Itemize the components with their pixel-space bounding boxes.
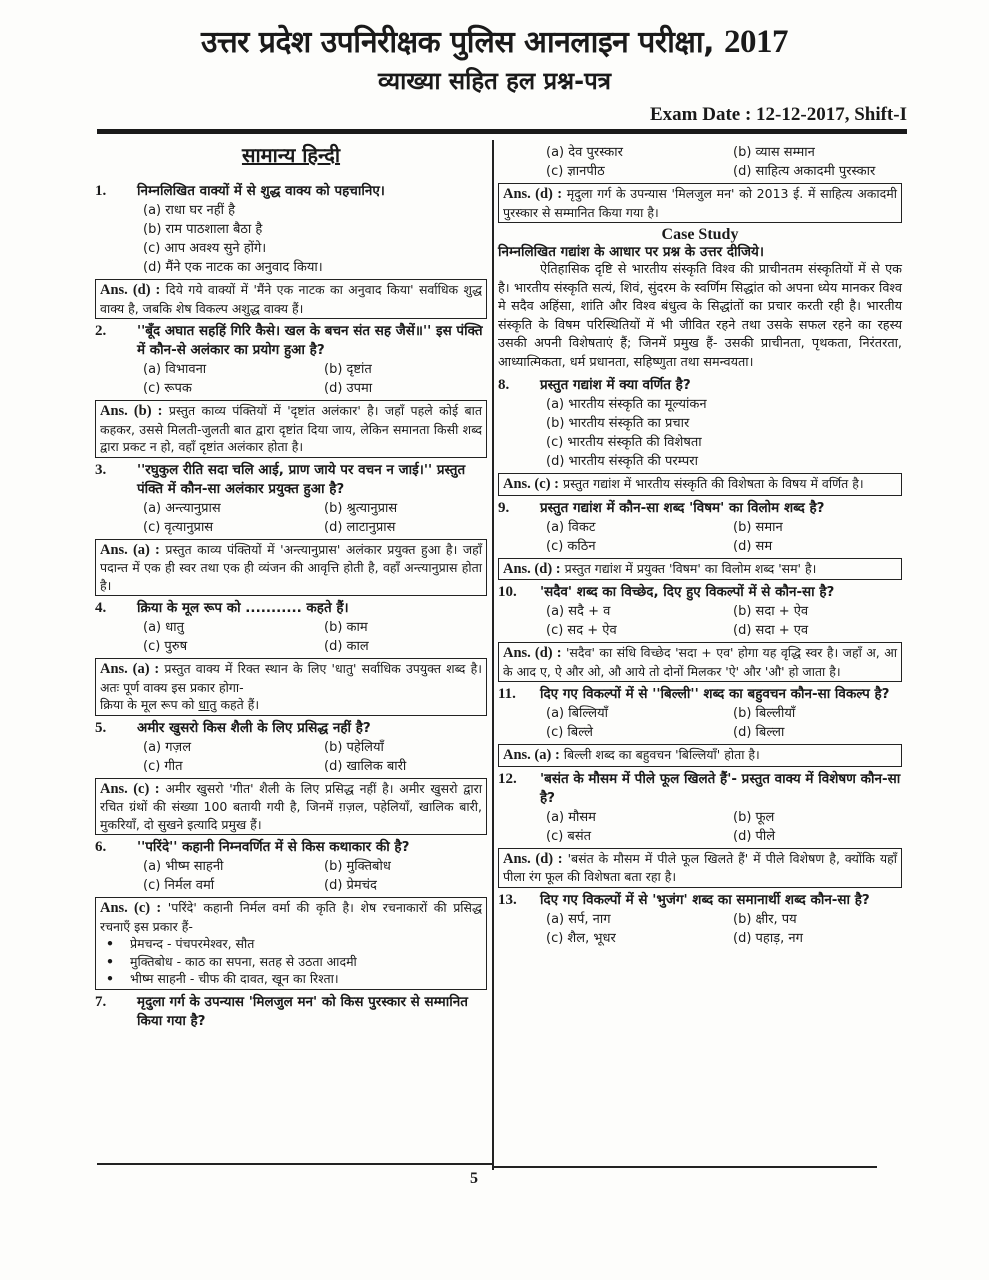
answer-box [498,183,902,223]
option-d: (d) मैंने एक नाटक का अनुवाद किया। [143,260,323,275]
question-text: प्रस्तुत गद्यांश में क्या वर्णित है? [540,377,691,393]
option-b: (b) व्यास सम्मान [733,145,815,160]
option-c: (c) बिल्ले [546,725,593,740]
options-list [498,910,902,948]
question-number: 3. [95,461,107,478]
question-4 [95,599,487,716]
answer-label: Ans. (d) : [503,186,563,202]
question-7 [95,993,487,1031]
question-number: 12. [498,770,517,787]
right-column [498,143,902,950]
question-text: ''परिंदे'' कहानी निम्नवर्णित में से किस कथाकार की है? [137,839,410,855]
options-list [95,201,487,277]
answer-box [95,897,487,990]
question-number: 11. [498,686,516,702]
answer-text: 'सदैव' का संधि विच्छेद 'सदा + एव' होगा यह वृद्धि स्वर है। जहाँ अ, आ के आद ए, ऐ और ओ, औ आये तो दोनों मिलकर 'ऐ' और 'औ' हो जाता है। [503,645,897,679]
option-b: (b) श्रुत्यानुप्रास [324,500,398,516]
question-text: दिए गए विकल्पों में से 'भुजंग' शब्द का समानार्थी शब्द कौन-सा है? [540,891,870,908]
option-a: (a) बिल्लियाँ [546,706,608,721]
bullet-item: • भीष्म साहनी - चीफ की दावत, खून का रिश्ता। [106,970,482,988]
options-list [95,857,487,895]
question-13 [498,891,902,948]
column-divider [492,140,494,1170]
question-number: 6. [95,839,107,855]
option-b: (b) काम [324,620,368,635]
answer-text: 'परिंदे' कहानी निर्मल वर्मा की कृति है। शेष रचनाकारों की प्रसिद्ध रचनाएँ इस प्रकार हैं- [100,900,482,934]
bullet-item: • मुक्तिबोध - काठ का सपना, सतह से उठता आदमी [106,953,482,971]
question-12 [498,770,902,888]
answer-label: Ans. (c) : [503,476,559,492]
options-list [498,143,902,181]
option-c: (c) रूपक [143,381,192,396]
option-a: (a) देव पुरस्कार [546,145,623,160]
option-c: (c) निर्मल वर्मा [143,878,215,893]
option-d: (d) काल [324,639,369,654]
option-a: (a) विभावना [143,362,207,377]
question-8 [498,376,902,496]
option-a: (a) सदै + व [546,604,611,619]
title-text: उत्तर प्रदेश उपनिरीक्षक पुलिस आनलाइन परीक्षा, [201,25,715,60]
question-text: क्रिया के मूल रूप को ........... कहते हैं। [137,600,349,616]
option-d: (d) लाटानुप्रास [324,519,396,535]
answer-box [498,558,902,581]
option-d: (d) प्रेमचंद [324,878,377,893]
option-d: (d) पीले [733,828,776,844]
question-5 [95,719,487,836]
answer-text: प्रस्तुत काव्य पंक्तियों में 'दृष्टांत अलंकार' है। जहाँ पहले कोई बात कहकर, उससे मिलती-जुलती बात द्वारा दृष्टांत दिया जाय, लेकिन समानता किसी शब्द द्वारा प्रकट न हो, वहाँ दृष्टांत अलंकार होता है। [100,403,482,454]
answer-text: मृदुला गर्ग के उपन्यास 'मिलजुल मन' को 2013 ई. में साहित्य अकादमी पुरस्कार से सम्मानित किया गया है। [503,186,897,220]
question-text: 'बसंत के मौसम में पीले फूल खिलते हैं'- प्रस्तुत वाक्य में विशेषण कौन-सा है? [540,770,901,806]
option-b: (b) दृष्टांत [324,362,372,377]
option-b: (b) भारतीय संस्कृति का प्रचार [546,416,690,431]
option-d: (d) सदा + एव [733,623,809,638]
question-text: प्रस्तुत गद्यांश में कौन-सा शब्द 'विषम' का विलोम शब्द है? [540,499,825,516]
answer-box [498,642,902,682]
answer-line2-post: कहते हैं। [216,697,260,712]
options-list [95,499,487,537]
answer-label: Ans. (d) : [503,645,562,661]
answer-label: Ans. (b) : [100,403,163,419]
question-text: मृदुला गर्ग के उपन्यास 'मिलजुल मन' को किस पुरस्कार से सम्मानित किया गया है? [137,993,468,1029]
option-a: (a) मौसम [546,809,596,825]
option-b: (b) राम पाठशाला बैठा है [143,222,263,237]
option-c: (c) वृत्यानुप्रास [143,519,214,535]
answer-text: अमीर खुसरो 'गीत' शैली के लिए प्रसिद्ध नहीं है। अमीर खुसरो द्वारा रचित ग्रंथों की संख्या 100 बतायी गयी है, जिनमें ग़ज़ल, पहेलियाँ, खालिक बारी, मुकरियाँ, दो सुखने इत्यादि प्रमुख हैं। [100,780,482,832]
question-text: ''रघुकुल रीति सदा चलि आई, प्राण जाये पर वचन न जाई।'' प्रस्तुत पंक्ति में कौन-सा अलंकार प्रयुक्त हुआ है? [137,461,466,497]
option-b: (b) मुक्तिबोध [324,859,391,874]
answer-box [498,744,902,767]
section-title: सामान्य हिन्दी [241,143,341,167]
answer-label: Ans. (c) : [100,780,160,797]
answer-label: Ans. (d) : [503,560,561,577]
answer-box [95,658,487,716]
answer-text: प्रस्तुत गद्यांश में प्रयुक्त 'विषम' का विलोम शब्द 'सम' है। [564,560,817,576]
option-d: (d) बिल्ला [733,725,785,740]
option-a: (a) सर्प, नाग [546,911,611,927]
option-d: (d) भारतीय संस्कृति की परम्परा [546,454,698,469]
exam-date: Exam Date : 12-12-2017, Shift-I [649,104,907,125]
option-a: (a) भारतीय संस्कृति का मूल्यांकन [546,397,707,412]
option-a: (a) राधा घर नहीं है [143,203,236,218]
left-column [95,142,487,1033]
answer-label: Ans. (d) : [100,282,161,298]
question-number: 4. [95,600,107,616]
option-b: (b) बिल्लीयाँ [733,706,796,721]
answer-label: Ans. (d) : [503,850,563,867]
page-subtitle: व्याख्या सहित हल प्रश्न-पत्र [378,67,611,95]
option-a: (a) भीष्म साहनी [143,859,224,874]
option-c: (c) सद + ऐव [546,623,617,638]
answer-text: प्रस्तुत गद्यांश में भारतीय संस्कृति की विशेषता के विषय में वर्णित है। [562,476,864,491]
answer-text: दिये गये वाक्यों में 'मैंने एक नाटक का अनुवाद किया' सर्वाधिक शुद्ध वाक्य है, जबकि शेष विकल्प अशुद्ध वाक्य हैं। [100,282,482,316]
option-d: (d) खालिक बारी [324,758,407,774]
options-list [498,704,902,742]
bottom-rule-right [492,1166,877,1168]
options-list [498,602,902,640]
answer-label: Ans. (a) : [503,747,560,763]
page-number: 5 [470,1170,478,1187]
option-b: (b) फूल [733,809,775,825]
case-study-title: Case Study [661,226,739,243]
option-b: (b) क्षीर, पय [733,911,797,927]
bullet-item: • प्रेमचन्द - पंचपरमेश्वर, सौत [106,935,482,953]
options-list [95,360,487,398]
answer-box [95,539,487,597]
question-number: 8. [498,377,510,393]
options-list [95,618,487,656]
answer-keyword: धातु [198,697,217,712]
answer-label: Ans. (a) : [100,541,160,558]
question-9 [498,499,902,581]
case-study-passage: ऐतिहासिक दृष्टि से भारतीय संस्कृति विश्व की प्राचीनतम संस्कृतियों में से एक है। भारतीय संस्कृति सत्यं, शिवं, सुंदरम के स्वर्णिम सिद्धांत को अपना ध्येय मानकर विश्व मे सदैव अहिंसा, शांति और विश्व बंधुत्व के सिद्धांतों का प्रचार करती रही है। भारतीय संस्कृति के विषम परिस्थितियों में भी जीवित रहने तथा उसके सफल रहने का रहस्य उसकी अपनी विशेषताएं हैं; जिनमें प्रमुख हैं- उसकी प्राचीनता, पृथकता, निरंतरता, आध्यात्मिकता, धर्म प्रधानता, सहिष्णुता तथा समन्वयता। [498,262,902,370]
answer-text: प्रस्तुत काव्य पंक्तियों में 'अन्त्यानुप्रास' अलंकार प्रयुक्त हुआ है। जहाँ पदान्त में एक ही स्वर तथा एक ही व्यंजन की आवृत्ति होती है, वहाँ अन्त्यानुप्रास होता है। [100,541,482,593]
question-text: 'सदैव' शब्द का विच्छेद, दिए हुए विकल्पों में से कौन-सा है? [540,584,835,600]
question-1 [95,182,487,319]
question-number: 2. [95,323,107,339]
option-d: (d) उपमा [324,381,373,396]
option-b: (b) पहेलियाँ [324,739,384,755]
answer-text: बिल्ली शब्द का बहुवचन 'बिल्लियाँ' होता है। [563,747,760,762]
question-number: 5. [95,719,107,736]
answer-box [498,848,902,888]
question-text: दिए गए विकल्पों में से ''बिल्ली'' शब्द का बहुवचन कौन-सा विकल्प है? [540,686,890,702]
option-b: (b) सदा + ऐव [733,604,809,619]
option-d: (d) पहाड़, नग [733,930,803,946]
title-year: 2017 [724,24,788,60]
option-c: (c) पुरुष [143,639,188,654]
option-a: (a) विकट [546,519,596,535]
bottom-rule-left [97,1163,492,1165]
options-list [498,518,902,556]
question-7-continued [498,143,902,223]
option-a: (a) धातु [143,620,185,635]
option-d: (d) साहित्य अकादमी पुरस्कार [733,164,876,179]
case-study-instruction: निम्नलिखित गद्यांश के आधार पर प्रश्न के उत्तर दीजिये। [498,244,764,260]
answer-box [498,473,902,496]
options-list [95,738,487,776]
option-c: (c) कठिन [546,538,596,554]
question-6 [95,838,487,990]
question-number: 7. [95,993,107,1010]
answer-bullet-list [100,935,482,988]
answer-label: Ans. (a) : [100,661,160,677]
option-b: (b) समान [733,519,783,535]
option-d: (d) सम [733,538,773,554]
question-text: ''बूँद अघात सहहिं गिरि कैसे। खल के बचन संत सह जैसें॥'' इस पंक्ति में कौन-से अलंकार का प्रयोग हुआ है? [137,323,483,358]
answer-box [95,400,487,458]
top-rule-divider [97,129,907,134]
answer-box [95,778,487,836]
question-3 [95,461,487,597]
answer-line2-pre: क्रिया के मूल रूप को [100,697,199,712]
question-number: 10. [498,584,517,600]
option-c: (c) भारतीय संस्कृति की विशेषता [546,435,702,450]
question-text: निम्नलिखित वाक्यों में से शुद्ध वाक्य को पहचानिए। [137,183,385,199]
options-list [498,395,902,471]
question-number: 9. [498,499,510,516]
answer-box [95,279,487,319]
option-c: (c) ज्ञानपीठ [546,164,605,179]
question-10 [498,583,902,682]
option-c: (c) गीत [143,758,183,774]
option-a: (a) गज़ल [143,739,192,755]
question-text: अमीर खुसरो किस शैली के लिए प्रसिद्ध नहीं है? [137,719,371,736]
option-c: (c) बसंत [546,828,592,844]
option-c: (c) आप अवश्य सुने होंगे। [143,241,267,256]
option-c: (c) शैल, भूधर [546,930,616,946]
answer-text: प्रस्तुत वाक्य में रिक्त स्थान के लिए 'धातु' सर्वाधिक उपयुक्त शब्द है। अतः पूर्ण वाक्य इस प्रकार होगा- [100,661,482,695]
question-2 [95,322,487,458]
options-list [498,808,902,846]
page-title [0,20,989,61]
question-number: 1. [95,183,107,199]
question-number: 13. [498,891,517,908]
option-a: (a) अन्त्यानुप्रास [143,500,221,516]
question-11 [498,685,902,767]
answer-label: Ans. (c) : [100,900,162,916]
answer-text: 'बसंत के मौसम में पीले फूल खिलते हैं' में पीले विशेषण है, क्योंकि यहाँ पीला रंग फूल की विशेषता बता रहा है। [503,850,897,884]
